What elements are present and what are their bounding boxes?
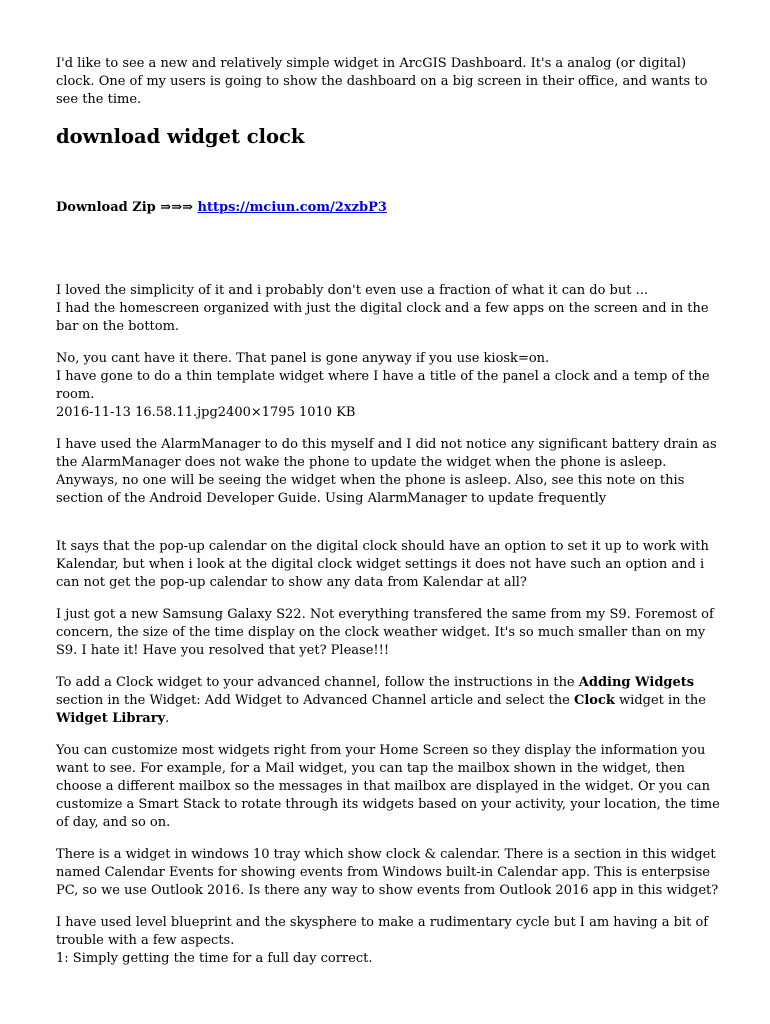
text-line: I have used level blueprint and the skysphere to make a rudimentary cycle but I am having a bit of xyxy=(56,915,709,930)
text-line: named Calendar Events for showing events from Windows built-in Calendar app. This is enterpsise xyxy=(56,865,710,880)
text-run: section in the Widget: Add Widget to Advanced Channel article and select the xyxy=(56,693,575,708)
text-line: customize a Smart Stack to rotate through its widgets based on your activity, your location, the time xyxy=(56,797,720,812)
text-line: You can customize most widgets right from your Home Screen so they display the information you xyxy=(56,743,706,758)
paragraph-6 xyxy=(56,674,716,728)
download-label: Download Zip xyxy=(56,200,156,215)
text-line: want to see. For example, for a Mail widget, you can tap the mailbox shown in the widget, then xyxy=(56,761,686,776)
text-run: widget in the xyxy=(614,693,706,708)
download-line xyxy=(56,199,716,217)
text-line: room. xyxy=(56,387,95,402)
text-line: I'd like to see a new and relatively simple widget in ArcGIS Dashboard. It's a analog (or digital) xyxy=(56,56,687,71)
text-line: I loved the simplicity of it and i probably don't even use a fraction of what it can do but ... xyxy=(56,283,649,298)
text-line: There is a widget in windows 10 tray which show clock & calendar. There is a section in this widget xyxy=(56,847,716,862)
text-line xyxy=(56,674,716,692)
bold-run: Clock xyxy=(574,693,615,708)
text-line: S9. I hate it! Have you resolved that yet? Please!!! xyxy=(56,643,390,658)
paragraph-1 xyxy=(56,282,716,336)
text-line xyxy=(56,692,716,710)
paragraph-7 xyxy=(56,742,720,832)
download-link[interactable]: https://mciun.com/2xzbP3 xyxy=(197,200,387,215)
text-line: concern, the size of the time display on the clock weather widget. It's so much smaller than on my xyxy=(56,625,706,640)
text-line: the AlarmManager does not wake the phone to update the widget when the phone is asleep. xyxy=(56,455,667,470)
text-line xyxy=(56,710,716,728)
paragraph-2 xyxy=(56,350,716,422)
text-line: Kalendar, but when i look at the digital clock widget settings it does not have such an option and i xyxy=(56,557,705,572)
text-line: see the time. xyxy=(56,92,142,107)
paragraph-9 xyxy=(56,914,716,968)
text-run: . xyxy=(165,711,170,726)
text-run: To add a Clock widget to your advanced channel, follow the instructions in the xyxy=(56,675,579,690)
page-title: download widget clock xyxy=(56,125,305,148)
download-arrows: ⇒⇒⇒ xyxy=(160,200,193,215)
text-line: PC, so we use Outlook 2016. Is there any way to show events from Outlook 2016 app in this widget? xyxy=(56,883,719,898)
text-line: I have used the AlarmManager to do this myself and I did not notice any significant battery drain as xyxy=(56,437,717,452)
text-line: trouble with a few aspects. xyxy=(56,933,235,948)
text-line: Anyways, no one will be seeing the widget when the phone is asleep. Also, see this note on this xyxy=(56,473,685,488)
text-line: I had the homescreen organized with just the digital clock and a few apps on the screen and in the xyxy=(56,301,709,316)
text-line: bar on the bottom. xyxy=(56,319,180,334)
text-line: clock. One of my users is going to show the dashboard on a big screen in their office, and wants to xyxy=(56,74,708,89)
text-line: I just got a new Samsung Galaxy S22. Not everything transfered the same from my S9. Foremost of xyxy=(56,607,714,622)
paragraph-3 xyxy=(56,436,716,508)
bold-run: Adding Widgets xyxy=(578,675,695,690)
bold-run: Widget Library xyxy=(56,711,166,726)
intro-paragraph xyxy=(56,55,716,109)
text-line: can not get the pop-up calendar to show any data from Kalendar at all? xyxy=(56,575,527,590)
text-line: choose a different mailbox so the messages in that mailbox are displayed in the widget. Or you can xyxy=(56,779,711,794)
text-line: section of the Android Developer Guide. Using AlarmManager to update frequently xyxy=(56,491,607,506)
paragraph-4 xyxy=(56,538,716,592)
text-line: 2016-11-13 16.58.11.jpg2400×1795 1010 KB xyxy=(56,405,356,420)
paragraph-5 xyxy=(56,606,716,660)
text-line: of day, and so on. xyxy=(56,815,171,830)
text-line: It says that the pop-up calendar on the digital clock should have an option to set it up to work with xyxy=(56,539,709,554)
text-line: 1: Simply getting the time for a full day correct. xyxy=(56,951,373,966)
text-line: No, you cant have it there. That panel is gone anyway if you use kiosk=on. xyxy=(56,351,550,366)
text-line: I have gone to do a thin template widget where I have a title of the panel a clock and a temp of the xyxy=(56,369,710,384)
paragraph-8 xyxy=(56,846,719,900)
